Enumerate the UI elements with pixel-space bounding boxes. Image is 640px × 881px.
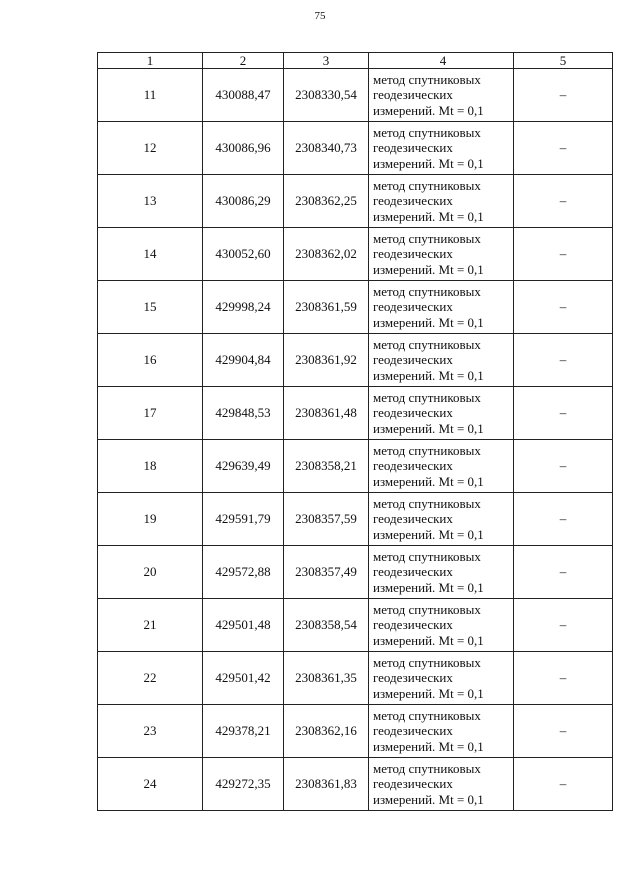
method-text-line: измерений. Mt = 0,1 [373, 526, 484, 542]
method-text-line: геодезических [373, 140, 453, 156]
x-coordinate-cell: 429572,88 [203, 546, 284, 599]
y-coordinate-cell: 2308358,54 [284, 599, 369, 652]
note-cell: – [514, 122, 613, 175]
method-text-line: геодезических [373, 458, 453, 474]
note-cell: – [514, 440, 613, 493]
method-text-line: метод спутниковых [373, 548, 481, 564]
note-cell: – [514, 387, 613, 440]
point-number-cell: 19 [98, 493, 203, 546]
x-coordinate-cell: 430088,47 [203, 69, 284, 122]
page-number: 75 [314, 10, 326, 22]
method-cell [369, 387, 514, 440]
y-coordinate-cell: 2308358,21 [284, 440, 369, 493]
method-cell [369, 599, 514, 652]
point-number-cell: 20 [98, 546, 203, 599]
x-coordinate-cell: 430052,60 [203, 228, 284, 281]
x-coordinate-cell: 429848,53 [203, 387, 284, 440]
method-text-line: измерений. Mt = 0,1 [373, 314, 484, 330]
method-text-line: измерений. Mt = 0,1 [373, 632, 484, 648]
point-number-cell: 12 [98, 122, 203, 175]
x-coordinate-cell: 429639,49 [203, 440, 284, 493]
table-row [98, 493, 613, 546]
table-row [98, 334, 613, 387]
note-cell: – [514, 546, 613, 599]
method-cell [369, 440, 514, 493]
header-col-5: 5 [514, 53, 613, 69]
x-coordinate-cell: 429501,48 [203, 599, 284, 652]
note-cell: – [514, 281, 613, 334]
method-text-line: метод спутниковых [373, 654, 481, 670]
y-coordinate-cell: 2308361,92 [284, 334, 369, 387]
table-row [98, 599, 613, 652]
header-col-1: 1 [98, 53, 203, 69]
table-row [98, 281, 613, 334]
method-text-line: измерений. Mt = 0,1 [373, 102, 484, 118]
method-cell [369, 69, 514, 122]
method-cell [369, 228, 514, 281]
x-coordinate-cell: 429501,42 [203, 652, 284, 705]
method-cell [369, 758, 514, 811]
method-text-line: метод спутниковых [373, 71, 481, 87]
x-coordinate-cell: 430086,96 [203, 122, 284, 175]
y-coordinate-cell: 2308357,59 [284, 493, 369, 546]
note-cell: – [514, 493, 613, 546]
point-number-cell: 11 [98, 69, 203, 122]
method-text-line: геодезических [373, 193, 453, 209]
x-coordinate-cell: 429378,21 [203, 705, 284, 758]
method-text-line: метод спутниковых [373, 495, 481, 511]
y-coordinate-cell: 2308361,83 [284, 758, 369, 811]
method-text-line: измерений. Mt = 0,1 [373, 261, 484, 277]
header-row [98, 53, 613, 69]
y-coordinate-cell: 2308357,49 [284, 546, 369, 599]
y-coordinate-cell: 2308361,59 [284, 281, 369, 334]
point-number-cell: 17 [98, 387, 203, 440]
y-coordinate-cell: 2308362,16 [284, 705, 369, 758]
y-coordinate-cell: 2308362,25 [284, 175, 369, 228]
coordinates-table [97, 52, 613, 811]
method-cell [369, 546, 514, 599]
method-cell [369, 334, 514, 387]
header-col-2: 2 [203, 53, 284, 69]
method-text-line: метод спутниковых [373, 389, 481, 405]
method-cell [369, 175, 514, 228]
point-number-cell: 16 [98, 334, 203, 387]
method-text-line: геодезических [373, 87, 453, 103]
table-row [98, 175, 613, 228]
method-text-line: измерений. Mt = 0,1 [373, 791, 484, 807]
point-number-cell: 15 [98, 281, 203, 334]
table-row [98, 228, 613, 281]
x-coordinate-cell: 429904,84 [203, 334, 284, 387]
method-cell [369, 281, 514, 334]
method-text-line: геодезических [373, 352, 453, 368]
note-cell: – [514, 599, 613, 652]
method-cell [369, 705, 514, 758]
method-text-line: геодезических [373, 670, 453, 686]
method-text-line: метод спутниковых [373, 707, 481, 723]
table-row [98, 705, 613, 758]
x-coordinate-cell: 429591,79 [203, 493, 284, 546]
y-coordinate-cell: 2308330,54 [284, 69, 369, 122]
y-coordinate-cell: 2308362,02 [284, 228, 369, 281]
method-text-line: метод спутниковых [373, 124, 481, 140]
method-text-line: измерений. Mt = 0,1 [373, 473, 484, 489]
method-cell [369, 493, 514, 546]
note-cell: – [514, 334, 613, 387]
method-text-line: метод спутниковых [373, 442, 481, 458]
method-text-line: измерений. Mt = 0,1 [373, 738, 484, 754]
method-text-line: метод спутниковых [373, 760, 481, 776]
point-number-cell: 18 [98, 440, 203, 493]
method-text-line: геодезических [373, 299, 453, 315]
method-cell [369, 652, 514, 705]
method-text-line: метод спутниковых [373, 336, 481, 352]
x-coordinate-cell: 429272,35 [203, 758, 284, 811]
point-number-cell: 13 [98, 175, 203, 228]
note-cell: – [514, 705, 613, 758]
method-text-line: геодезических [373, 564, 453, 580]
table-header [98, 53, 613, 69]
method-cell [369, 122, 514, 175]
method-text-line: метод спутниковых [373, 601, 481, 617]
y-coordinate-cell: 2308340,73 [284, 122, 369, 175]
table-row [98, 122, 613, 175]
table-row [98, 440, 613, 493]
table-row [98, 387, 613, 440]
method-text-line: измерений. Mt = 0,1 [373, 685, 484, 701]
method-text-line: геодезических [373, 511, 453, 527]
method-text-line: измерений. Mt = 0,1 [373, 208, 484, 224]
table-row [98, 69, 613, 122]
note-cell: – [514, 228, 613, 281]
header-col-4: 4 [369, 53, 514, 69]
table-row [98, 758, 613, 811]
y-coordinate-cell: 2308361,35 [284, 652, 369, 705]
point-number-cell: 14 [98, 228, 203, 281]
method-text-line: геодезических [373, 776, 453, 792]
method-text-line: измерений. Mt = 0,1 [373, 367, 484, 383]
y-coordinate-cell: 2308361,48 [284, 387, 369, 440]
note-cell: – [514, 175, 613, 228]
point-number-cell: 21 [98, 599, 203, 652]
table-row [98, 546, 613, 599]
method-text-line: измерений. Mt = 0,1 [373, 420, 484, 436]
method-text-line: геодезических [373, 617, 453, 633]
method-text-line: метод спутниковых [373, 230, 481, 246]
header-col-3: 3 [284, 53, 369, 69]
note-cell: – [514, 758, 613, 811]
method-text-line: геодезических [373, 246, 453, 262]
note-cell: – [514, 69, 613, 122]
method-text-line: измерений. Mt = 0,1 [373, 155, 484, 171]
method-text-line: метод спутниковых [373, 283, 481, 299]
x-coordinate-cell: 429998,24 [203, 281, 284, 334]
point-number-cell: 22 [98, 652, 203, 705]
method-text-line: измерений. Mt = 0,1 [373, 579, 484, 595]
point-number-cell: 24 [98, 758, 203, 811]
note-cell: – [514, 652, 613, 705]
method-text-line: геодезических [373, 405, 453, 421]
x-coordinate-cell: 430086,29 [203, 175, 284, 228]
table-row [98, 652, 613, 705]
method-text-line: метод спутниковых [373, 177, 481, 193]
method-text-line: геодезических [373, 723, 453, 739]
table-body [98, 69, 613, 811]
point-number-cell: 23 [98, 705, 203, 758]
